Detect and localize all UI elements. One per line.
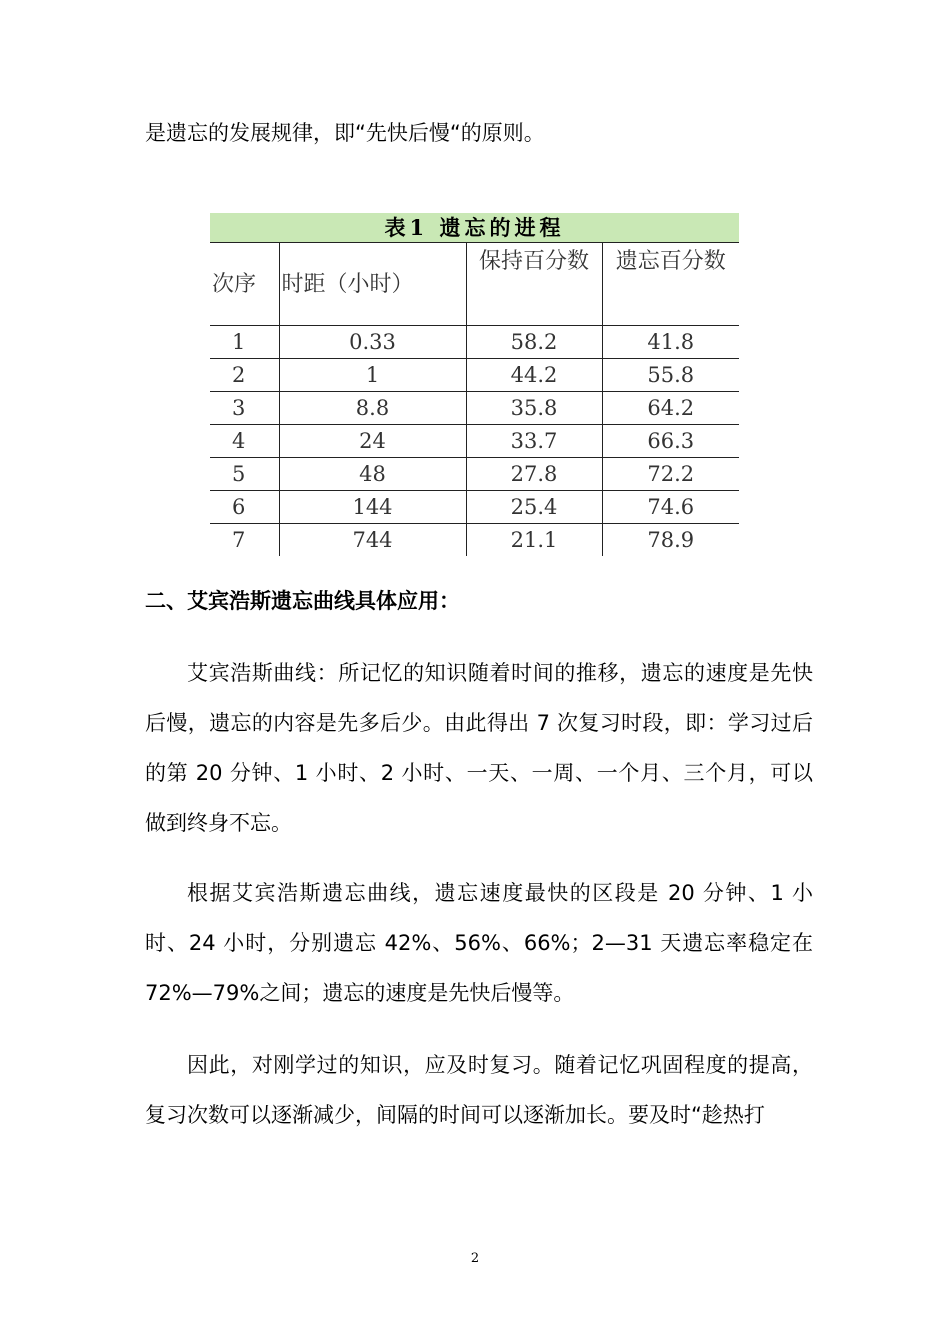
cell-interval: 1 — [279, 359, 466, 392]
cell-retention: 35.8 — [466, 392, 602, 425]
cell-interval: 744 — [279, 524, 466, 557]
cell-forgetting: 74.6 — [602, 491, 739, 524]
cell-interval: 24 — [279, 425, 466, 458]
cell-retention: 25.4 — [466, 491, 602, 524]
header-forgetting: 遗忘百分数 — [602, 243, 739, 326]
intro-paragraph: 是遗忘的发展规律，即“先快后慢“的原则。 — [145, 121, 545, 145]
cell-order: 3 — [210, 392, 279, 425]
cell-forgetting: 41.8 — [602, 326, 739, 359]
cell-interval: 0.33 — [279, 326, 466, 359]
forgetting-table — [210, 213, 739, 552]
body-paragraph-1: 艾宾浩斯曲线：所记忆的知识随着时间的推移，遗忘的速度是先快后慢，遗忘的内容是先多后少。由此得出 7 次复习时段，即：学习过后的第 20 分钟、1 小时、2 小时、一天、一周、一个月、三个月，可以做到终身不忘。 — [145, 661, 813, 835]
table-row — [210, 392, 739, 425]
cell-forgetting: 66.3 — [602, 425, 739, 458]
cell-interval: 144 — [279, 491, 466, 524]
cell-retention: 58.2 — [466, 326, 602, 359]
table-row — [210, 491, 739, 524]
cell-order: 5 — [210, 458, 279, 491]
body-paragraph-3: 因此，对刚学过的知识，应及时复习。随着记忆巩固程度的提高，复习次数可以逐渐减少，间隔的时间可以逐渐加长。要及时“趁热打 — [145, 1053, 813, 1127]
cell-order: 1 — [210, 326, 279, 359]
cell-order: 4 — [210, 425, 279, 458]
table-row — [210, 458, 739, 491]
data-table — [210, 243, 739, 556]
header-order: 次序 — [210, 243, 279, 326]
cell-retention: 21.1 — [466, 524, 602, 557]
cell-retention: 27.8 — [466, 458, 602, 491]
page-number: 2 — [470, 1251, 480, 1266]
header-interval: 时距（小时） — [279, 243, 466, 326]
table-row — [210, 524, 739, 557]
cell-retention: 33.7 — [466, 425, 602, 458]
table-row — [210, 425, 739, 458]
cell-order: 2 — [210, 359, 279, 392]
table-title: 表1 遗忘的进程 — [210, 213, 739, 243]
table-row — [210, 326, 739, 359]
cell-forgetting: 72.2 — [602, 458, 739, 491]
body-paragraph-2: 根据艾宾浩斯遗忘曲线，遗忘速度最快的区段是 20 分钟、1 小时、24 小时，分别遗忘 42%、56%、66%；2—31 天遗忘率稳定在 72%—79%之间；遗忘的速度是先快后慢等。 — [145, 881, 813, 1005]
cell-interval: 48 — [279, 458, 466, 491]
cell-interval: 8.8 — [279, 392, 466, 425]
cell-order: 7 — [210, 524, 279, 557]
cell-order: 6 — [210, 491, 279, 524]
cell-forgetting: 78.9 — [647, 528, 695, 552]
header-retention: 保持百分数 — [466, 243, 602, 326]
table-row — [210, 359, 739, 392]
cell-forgetting: 64.2 — [602, 392, 739, 425]
cell-forgetting: 55.8 — [602, 359, 739, 392]
table-header-row — [210, 243, 739, 326]
section-heading: 二、艾宾浩斯遗忘曲线具体应用： — [145, 589, 460, 613]
cell-retention: 44.2 — [466, 359, 602, 392]
